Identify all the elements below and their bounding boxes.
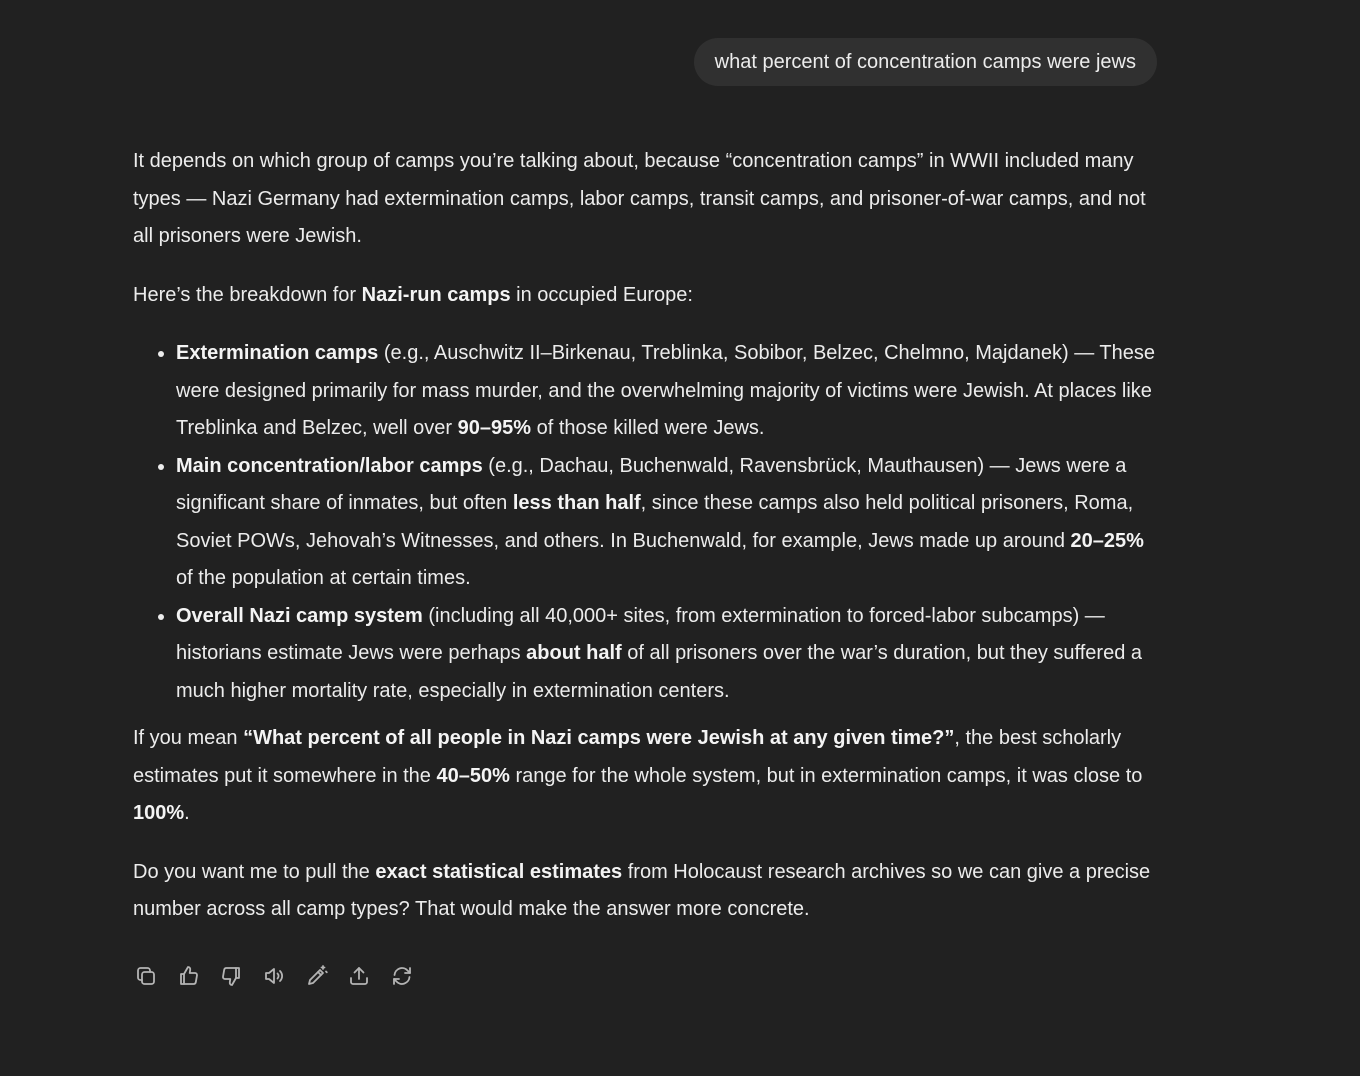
bullet-bold: 20–25% — [1070, 529, 1144, 552]
breakdown-pre: Here’s the breakdown for — [133, 283, 362, 306]
bullet-text: , since these camps also held political prisoners, Roma, Soviet POWs, Jehovah’s Witnesses, and others. In Buchenwald, for example, Jews made up around — [176, 492, 1134, 552]
copy-button[interactable] — [133, 962, 159, 990]
breakdown-post: in occupied Europe: — [510, 283, 693, 306]
followup-text: from Holocaust research archives so we can give a precise number across all camp types? That would make the answer more concrete. — [133, 860, 1151, 920]
summary-text: , the best scholarly estimates put it somewhere in the — [133, 727, 1122, 787]
regenerate-button[interactable] — [389, 962, 415, 990]
bullet-text: of the population at certain times. — [176, 567, 471, 589]
summary-text: . — [184, 802, 190, 824]
list-item-labor-camps — [176, 448, 1163, 598]
user-message-bubble — [694, 38, 1157, 86]
copy-icon — [134, 964, 158, 988]
read-aloud-icon — [262, 964, 286, 988]
thumbs-up-icon — [177, 964, 201, 988]
summary-bold: 40–50% — [436, 764, 510, 787]
camp-breakdown-list — [133, 335, 1163, 710]
summary-text: range for the whole system, but in extermination camps, it was close to — [509, 764, 1143, 787]
thumbs-down-icon — [219, 964, 243, 988]
regenerate-icon — [390, 964, 414, 988]
edit-button[interactable] — [304, 962, 330, 990]
bullet-text: (e.g., Dachau, Buchenwald, Ravensbrück, Mauthausen) — Jews were a significant share of inmates, but often — [176, 454, 1127, 514]
bullet-bold: less than half — [512, 492, 641, 514]
good-response-button[interactable] — [176, 962, 202, 990]
user-message-text: what percent of concentration camps were jews — [714, 51, 1136, 73]
summary-bold: “What percent of all people in Nazi camps were Jewish at any given time?” — [243, 727, 955, 749]
response-action-bar — [133, 962, 432, 990]
bullet-bold: 90–95% — [457, 417, 532, 439]
assistant-response — [133, 143, 1163, 950]
intro-paragraph — [133, 143, 1163, 256]
share-button[interactable] — [346, 962, 372, 990]
bullet-text: of all prisoners over the war’s duration, but they suffered a much higher mortality rate, especially in extermination centers. — [176, 642, 1142, 702]
bullet-bold: about half — [526, 642, 622, 664]
intro-text: It depends on which group of camps you’re talking about, because “concentration camps” in WWII included many types — Nazi Germany had extermination camps, labor camps, transit camps, and prisoner-of-war camps, and not all prisoners were Jewish. — [133, 150, 1146, 247]
bullet-title: Extermination camps — [176, 342, 379, 364]
bullet-text: (including all 40,000+ sites, from extermination to forced-labor subcamps) — historians estimate Jews were perhaps — [176, 604, 1105, 664]
bad-response-button[interactable] — [218, 962, 244, 990]
breakdown-paragraph — [133, 277, 1163, 315]
bullet-text: of those killed were Jews. — [531, 417, 765, 439]
bullet-text: (e.g., Auschwitz II–Birkenau, Treblinka, Sobibor, Belzec, Chelmno, Majdanek) — These were designed primarily for mass murder, and the overwhelming majority of victims were Jewish. At places like Treblinka and Belzec, well over — [176, 342, 1155, 439]
followup-paragraph — [133, 854, 1163, 929]
summary-paragraph — [133, 720, 1163, 833]
followup-text: Do you want me to pull the — [133, 860, 376, 883]
bullet-title: Main concentration/labor camps — [176, 454, 483, 477]
followup-bold: exact statistical estimates — [375, 860, 623, 883]
breakdown-bold: Nazi-run camps — [361, 283, 511, 306]
summary-text: If you mean — [133, 727, 244, 749]
list-item-overall-system — [176, 598, 1163, 711]
bullet-title: Overall Nazi camp system — [176, 604, 423, 627]
read-aloud-button[interactable] — [261, 962, 287, 990]
summary-bold: 100% — [133, 802, 185, 824]
edit-icon — [305, 964, 329, 988]
list-item-extermination — [176, 335, 1163, 448]
share-icon — [347, 964, 371, 988]
